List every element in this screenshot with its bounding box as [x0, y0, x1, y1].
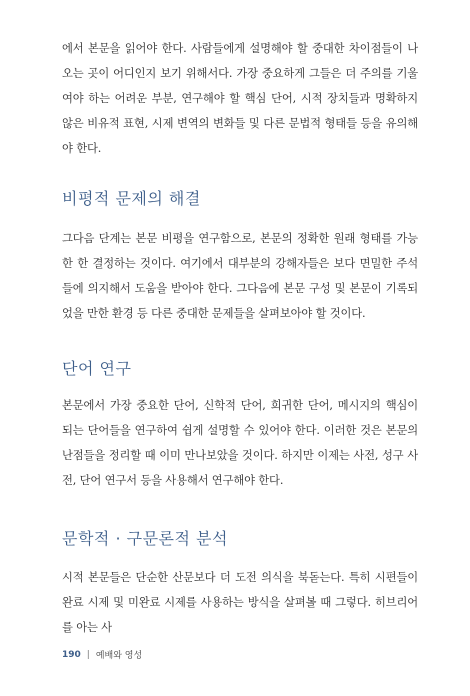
paragraph-textual-criticism: 그다음 단계는 본문 비평을 연구함으로, 본문의 정확한 원래 형태를 가능한 한 결정하는 것이다. 여기에서 대부분의 강해자들은 보다 면밀한 주석들에 의지해서 도움을 받아야 한다. 그다음에 본문 구성 및 본문이 기록되었을 만한 환경 등 다른 중대한 문제들을 살펴보아야 할 것이다. [62, 232, 418, 320]
paragraph-literary-analysis: 시적 본문들은 단순한 산문보다 더 도전 의식을 북돋는다. 특히 시편들이 완료 시제 및 미완료 시제를 사용하는 방식을 살펴볼 때 그렇다. 히브리어를 아는 사 [62, 571, 418, 634]
page-footer [62, 648, 142, 661]
page-number: 190 [62, 649, 81, 660]
book-title: 예배와 영성 [95, 651, 143, 661]
section-heading-literary-analysis: 문학적 · 구문론적 분석 [62, 529, 228, 548]
section-heading-word-study: 단어 연구 [62, 359, 132, 378]
section-heading-textual-criticism: 비평적 문제의 해결 [62, 189, 201, 208]
paragraph-intro: 에서 본문을 읽어야 한다. 사람들에게 설명해야 할 중대한 차이점들이 나오는 곳이 어디인지 보기 위해서다. 가장 중요하게 그들은 더 주의를 기울여야 하는 어려운 부분, 연구해야 할 핵심 단어, 시적 장치들과 명확하지 않은 비유적 표현, 시제 변역의 변화들 및 다른 문법적 형태들 등을 유의해야 한다. [62, 42, 418, 155]
footer-separator: | [86, 649, 90, 660]
paragraph-word-study: 본문에서 가장 중요한 단어, 신학적 단어, 희귀한 단어, 메시지의 핵심이 되는 단어들을 연구하여 쉽게 설명할 수 있어야 한다. 이러한 것은 본문의 난점들을 정리할 때 이미 만나보았을 것이다. 하지만 이제는 사전, 성구 사전, 단어 연구서 등을 사용해서 연구해야 한다. [62, 399, 418, 487]
